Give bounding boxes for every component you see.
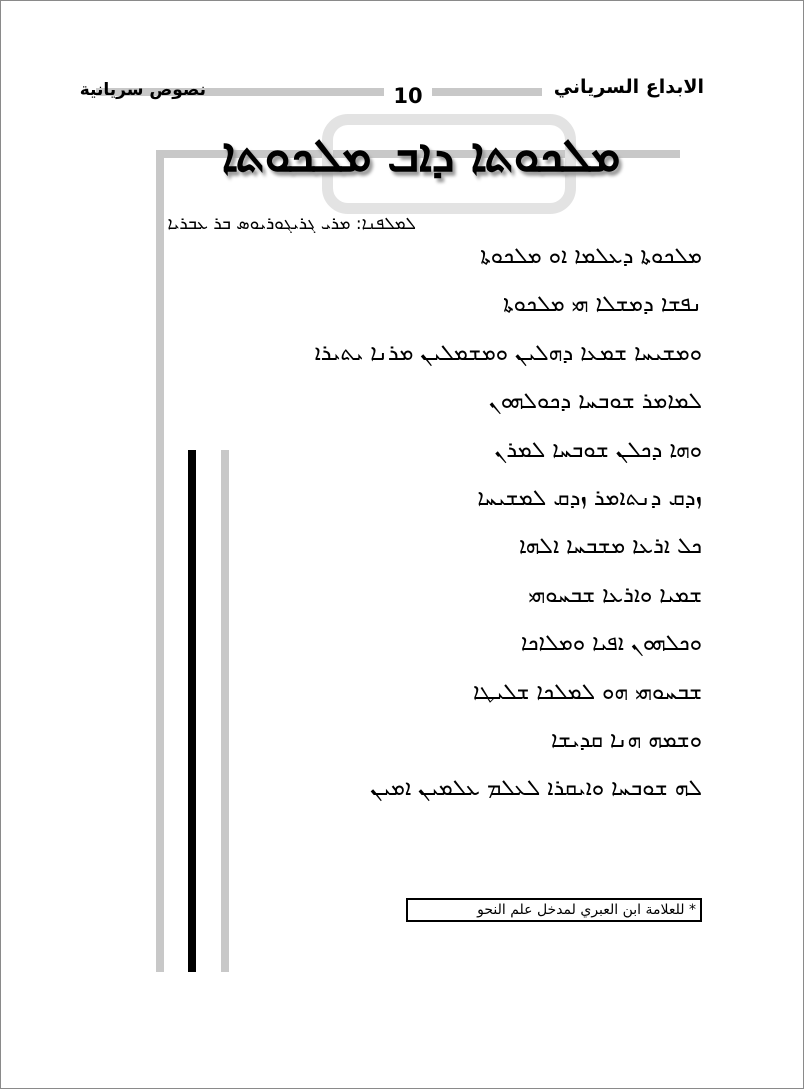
poem-line: ܢܦܫܐ ܕܡܫܠܐ ܗܝ ܡܠܟܘܬܐ bbox=[503, 292, 702, 318]
poem-line: ܡܠܟܘܬܐ ܕܥܠܡܐ ܐܘ ܡܠܟܘܬܐ bbox=[480, 244, 702, 269]
poem-line: ܘܗܐ ܕܟܠܢ ܫܘܒܚܐ ܠܡܪܢ bbox=[494, 437, 702, 463]
vertical-gray-bar bbox=[221, 450, 229, 972]
poem-line: ܘܡܫܝܚܐ ܫܡܥܐ ܕܗܠܝܢ ܘܡܫܡܠܝܢ ܡܪܢܐ ܝܬܝܪܐ bbox=[314, 340, 702, 366]
footnote-box: * للعلامة ابن العبري لمدخل علم النحو bbox=[406, 898, 702, 922]
poem-line: ܟܠ ܐܪܥܐ ܡܫܒܚܐ ܐܠܗܐ bbox=[519, 534, 702, 560]
poem-line: ܫܡܝܐ ܘܐܪܥܐ ܫܒܚܘܗܝ bbox=[528, 582, 702, 608]
poem-title: ܡܠܟܘܬܐ ܕܐܒ ܡܠܟܘܬܐ bbox=[221, 128, 621, 182]
poem-line: ܘܫܡܗ ܗܢܐ ܩܕܝܫܐ bbox=[550, 727, 702, 753]
page-number: 10 bbox=[393, 84, 423, 108]
frame-left-rule bbox=[156, 150, 164, 972]
poem-line: ܫܒܚܘܗܝ ܗܘ ܠܡܠܟܐ ܫܠܝܛܐ bbox=[473, 679, 702, 705]
poem-body bbox=[300, 240, 702, 821]
header-section-title: نصوص سريانية bbox=[79, 80, 206, 100]
header-rule-right bbox=[432, 88, 542, 96]
poem-line: ܠܡܐܡܪ ܫܘܒܚܐ ܕܟܘܠܗܘܢ bbox=[488, 389, 702, 415]
vertical-black-bar bbox=[188, 450, 196, 972]
poem-line: ܘܟܠܗܘܢ ܐܦܝܐ ܘܡܠܐܟܐ bbox=[520, 631, 702, 657]
poem-line: ܙܕܩ ܕܢܬܐܡܪ ܙܕܩ ܠܡܫܝܚܐ bbox=[477, 485, 702, 511]
poem-line: ܠܗ ܫܘܒܚܐ ܘܐܝܩܪܐ ܠܥܠܡ ܥܠܡܝܢ ܐܡܝܢ bbox=[370, 776, 702, 802]
header-magazine-title: الابداع السرياني bbox=[553, 76, 704, 98]
author-line: ܠܡܠܦܢܐ: ܡܪܝ ܓܪܝܓܘܪܝܘܣ ܒܪ ܥܒܪܝܐ bbox=[167, 214, 416, 234]
